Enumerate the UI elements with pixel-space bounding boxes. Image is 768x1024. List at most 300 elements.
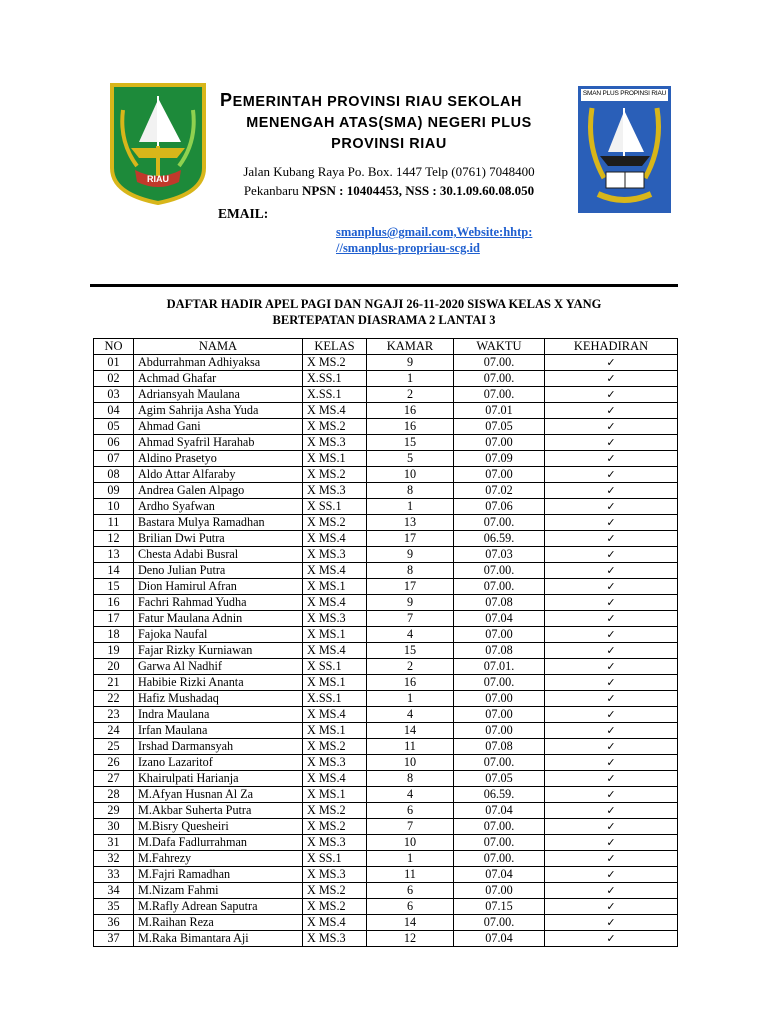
institution-title	[214, 90, 564, 155]
row-number: 07	[94, 450, 134, 466]
row-student-name: Hafiz Mushadaq	[134, 690, 303, 706]
table-row	[94, 418, 678, 434]
row-class: X MS.2	[303, 898, 367, 914]
row-number: 10	[94, 498, 134, 514]
row-class: X MS.1	[303, 786, 367, 802]
row-class: X.SS.1	[303, 690, 367, 706]
row-room: 1	[367, 850, 454, 866]
row-attendance	[545, 466, 678, 482]
row-number: 11	[94, 514, 134, 530]
row-student-name: M.Dafa Fadlurrahman	[134, 834, 303, 850]
check-mark-icon: ✓	[606, 435, 616, 449]
row-student-name: Agim Sahrija Asha Yuda	[134, 402, 303, 418]
school-emblem-caption: SMAN PLUS PROPINSI RIAU	[582, 90, 667, 97]
table-row	[94, 690, 678, 706]
row-room: 14	[367, 722, 454, 738]
row-number: 19	[94, 642, 134, 658]
row-time: 07.00.	[454, 562, 545, 578]
table-row	[94, 402, 678, 418]
row-time: 07.00.	[454, 386, 545, 402]
check-mark-icon: ✓	[606, 915, 616, 929]
header-kelas: KELAS	[303, 339, 367, 355]
row-attendance	[545, 802, 678, 818]
row-attendance	[545, 850, 678, 866]
row-number: 34	[94, 882, 134, 898]
row-time: 07.00.	[454, 674, 545, 690]
row-time: 07.00	[454, 690, 545, 706]
check-mark-icon: ✓	[606, 931, 616, 945]
row-student-name: Achmad Ghafar	[134, 370, 303, 386]
row-student-name: M.Akbar Suherta Putra	[134, 802, 303, 818]
row-attendance	[545, 610, 678, 626]
row-class: X MS.1	[303, 578, 367, 594]
check-mark-icon: ✓	[606, 419, 616, 433]
row-class: X MS.4	[303, 914, 367, 930]
check-mark-icon: ✓	[606, 547, 616, 561]
row-class: X.SS.1	[303, 386, 367, 402]
check-mark-icon: ✓	[606, 851, 616, 865]
row-time: 07.00	[454, 466, 545, 482]
document-title-line-2: BERTEPATAN DIASRAMA 2 LANTAI 3	[272, 313, 496, 327]
row-number: 30	[94, 818, 134, 834]
row-attendance	[545, 754, 678, 770]
row-room: 9	[367, 354, 454, 370]
row-time: 07.04	[454, 802, 545, 818]
row-number: 04	[94, 402, 134, 418]
table-row	[94, 818, 678, 834]
row-attendance	[545, 914, 678, 930]
check-mark-icon: ✓	[606, 579, 616, 593]
table-row	[94, 722, 678, 738]
check-mark-icon: ✓	[606, 819, 616, 833]
row-room: 8	[367, 482, 454, 498]
row-time: 07.15	[454, 898, 545, 914]
row-class: X MS.3	[303, 546, 367, 562]
row-time: 07.02	[454, 482, 545, 498]
table-row	[94, 498, 678, 514]
header-kehadiran: KEHADIRAN	[545, 339, 678, 355]
table-row	[94, 802, 678, 818]
row-room: 10	[367, 466, 454, 482]
check-mark-icon: ✓	[606, 403, 616, 417]
row-class: X MS.3	[303, 930, 367, 946]
row-attendance	[545, 642, 678, 658]
header-divider	[90, 284, 678, 287]
row-number: 33	[94, 866, 134, 882]
row-room: 14	[367, 914, 454, 930]
header-no: NO	[94, 339, 134, 355]
row-room: 5	[367, 450, 454, 466]
row-student-name: Chesta Adabi Busral	[134, 546, 303, 562]
row-room: 12	[367, 930, 454, 946]
row-time: 07.09	[454, 450, 545, 466]
row-number: 12	[94, 530, 134, 546]
row-student-name: M.Raka Bimantara Aji	[134, 930, 303, 946]
row-student-name: Aldo Attar Alfaraby	[134, 466, 303, 482]
row-student-name: Deno Julian Putra	[134, 562, 303, 578]
attendance-table	[93, 338, 678, 947]
row-class: X MS.1	[303, 674, 367, 690]
table-row	[94, 482, 678, 498]
row-room: 11	[367, 738, 454, 754]
check-mark-icon: ✓	[606, 387, 616, 401]
row-time: 07.05	[454, 418, 545, 434]
row-attendance	[545, 706, 678, 722]
row-attendance	[545, 690, 678, 706]
row-number: 36	[94, 914, 134, 930]
row-student-name: Dion Hamirul Afran	[134, 578, 303, 594]
check-mark-icon: ✓	[606, 739, 616, 753]
row-student-name: Brilian Dwi Putra	[134, 530, 303, 546]
row-student-name: Habibie Rizki Ananta	[134, 674, 303, 690]
row-student-name: Aldino Prasetyo	[134, 450, 303, 466]
row-student-name: Ahmad Gani	[134, 418, 303, 434]
row-class: X SS.1	[303, 658, 367, 674]
row-attendance	[545, 786, 678, 802]
row-room: 6	[367, 882, 454, 898]
row-time: 07.00.	[454, 818, 545, 834]
row-number: 29	[94, 802, 134, 818]
row-number: 35	[94, 898, 134, 914]
row-time: 07.00	[454, 722, 545, 738]
check-mark-icon: ✓	[606, 707, 616, 721]
row-attendance	[545, 450, 678, 466]
row-class: X MS.3	[303, 482, 367, 498]
npsn-value: 10404453	[346, 183, 399, 198]
table-row	[94, 434, 678, 450]
row-time: 07.05	[454, 770, 545, 786]
row-attendance	[545, 658, 678, 674]
check-mark-icon: ✓	[606, 499, 616, 513]
row-number: 16	[94, 594, 134, 610]
row-room: 10	[367, 834, 454, 850]
row-time: 07.04	[454, 866, 545, 882]
row-student-name: Andrea Galen Alpago	[134, 482, 303, 498]
row-room: 6	[367, 898, 454, 914]
table-row	[94, 706, 678, 722]
header-nama: NAMA	[134, 339, 303, 355]
row-attendance	[545, 722, 678, 738]
table-row	[94, 642, 678, 658]
row-class: X MS.4	[303, 562, 367, 578]
check-mark-icon: ✓	[606, 771, 616, 785]
check-mark-icon: ✓	[606, 531, 616, 545]
row-attendance	[545, 738, 678, 754]
row-class: X MS.4	[303, 402, 367, 418]
row-number: 22	[94, 690, 134, 706]
row-student-name: M.Bisry Quesheiri	[134, 818, 303, 834]
row-student-name: Fachri Rahmad Yudha	[134, 594, 303, 610]
table-row	[94, 770, 678, 786]
row-number: 14	[94, 562, 134, 578]
row-class: X MS.4	[303, 594, 367, 610]
title-line-1-rest: EMERINTAH PROVINSI RIAU SEKOLAH	[232, 94, 522, 110]
row-attendance	[545, 834, 678, 850]
table-row	[94, 658, 678, 674]
row-room: 4	[367, 786, 454, 802]
table-row	[94, 754, 678, 770]
row-attendance	[545, 866, 678, 882]
row-number: 02	[94, 370, 134, 386]
check-mark-icon: ✓	[606, 563, 616, 577]
check-mark-icon: ✓	[606, 451, 616, 465]
school-emblem	[578, 86, 671, 213]
table-row	[94, 834, 678, 850]
check-mark-icon: ✓	[606, 867, 616, 881]
row-time: 07.01.	[454, 658, 545, 674]
check-mark-icon: ✓	[606, 723, 616, 737]
row-time: 07.00.	[454, 354, 545, 370]
check-mark-icon: ✓	[606, 611, 616, 625]
table-header-row	[94, 339, 678, 355]
row-time: 07.00.	[454, 578, 545, 594]
check-mark-icon: ✓	[606, 755, 616, 769]
row-class: X MS.1	[303, 722, 367, 738]
row-time: 07.00	[454, 626, 545, 642]
row-class: X.SS.1	[303, 370, 367, 386]
table-row	[94, 738, 678, 754]
row-time: 07.08	[454, 642, 545, 658]
row-class: X MS.3	[303, 866, 367, 882]
row-student-name: Ardho Syafwan	[134, 498, 303, 514]
check-mark-icon: ✓	[606, 659, 616, 673]
row-attendance	[545, 434, 678, 450]
row-room: 13	[367, 514, 454, 530]
check-mark-icon: ✓	[606, 467, 616, 481]
row-room: 15	[367, 434, 454, 450]
header-waktu: WAKTU	[454, 339, 545, 355]
row-attendance	[545, 546, 678, 562]
row-student-name: Abdurrahman Adhiyaksa	[134, 354, 303, 370]
row-class: X MS.2	[303, 818, 367, 834]
row-room: 16	[367, 674, 454, 690]
row-number: 23	[94, 706, 134, 722]
row-number: 01	[94, 354, 134, 370]
title-line-3: PROVINSI RIAU	[331, 136, 447, 152]
row-room: 1	[367, 370, 454, 386]
row-room: 1	[367, 690, 454, 706]
row-room: 17	[367, 530, 454, 546]
row-number: 06	[94, 434, 134, 450]
row-number: 37	[94, 930, 134, 946]
row-student-name: Ahmad Syafril Harahab	[134, 434, 303, 450]
table-row	[94, 386, 678, 402]
table-row	[94, 850, 678, 866]
row-class: X MS.2	[303, 738, 367, 754]
emblem-riau-text: RIAU	[147, 174, 169, 184]
row-room: 2	[367, 658, 454, 674]
row-class: X MS.4	[303, 530, 367, 546]
address-line-2	[214, 181, 564, 200]
table-row	[94, 594, 678, 610]
address-city: Pekanbaru	[243, 183, 302, 198]
row-student-name: Garwa Al Nadhif	[134, 658, 303, 674]
check-mark-icon: ✓	[606, 835, 616, 849]
row-time: 07.00	[454, 882, 545, 898]
row-time: 07.00.	[454, 754, 545, 770]
row-number: 09	[94, 482, 134, 498]
row-class: X MS.4	[303, 642, 367, 658]
row-student-name: M.Nizam Fahmi	[134, 882, 303, 898]
row-time: 07.08	[454, 594, 545, 610]
row-time: 07.00.	[454, 514, 545, 530]
row-class: X MS.2	[303, 354, 367, 370]
row-attendance	[545, 594, 678, 610]
row-number: 08	[94, 466, 134, 482]
row-student-name: Irfan Maulana	[134, 722, 303, 738]
row-number: 21	[94, 674, 134, 690]
row-room: 8	[367, 562, 454, 578]
row-number: 25	[94, 738, 134, 754]
row-number: 20	[94, 658, 134, 674]
row-number: 05	[94, 418, 134, 434]
row-time: 07.04	[454, 610, 545, 626]
row-class: X MS.4	[303, 770, 367, 786]
row-number: 31	[94, 834, 134, 850]
table-row	[94, 866, 678, 882]
table-row	[94, 914, 678, 930]
row-number: 13	[94, 546, 134, 562]
email-link-line-1[interactable]: smanplus@gmail.com,Website:hhtp:	[336, 225, 533, 239]
table-row	[94, 674, 678, 690]
row-room: 4	[367, 706, 454, 722]
table-row	[94, 466, 678, 482]
email-website-link[interactable]	[336, 224, 596, 256]
row-number: 28	[94, 786, 134, 802]
check-mark-icon: ✓	[606, 691, 616, 705]
row-student-name: Adriansyah Maulana	[134, 386, 303, 402]
row-attendance	[545, 498, 678, 514]
row-time: 07.00	[454, 434, 545, 450]
row-attendance	[545, 354, 678, 370]
row-attendance	[545, 562, 678, 578]
row-room: 7	[367, 610, 454, 626]
email-link-line-2[interactable]: //smanplus-propriau-scg.id	[336, 241, 480, 255]
check-mark-icon: ✓	[606, 483, 616, 497]
check-mark-icon: ✓	[606, 595, 616, 609]
row-student-name: M.Raihan Reza	[134, 914, 303, 930]
row-student-name: Fatur Maulana Adnin	[134, 610, 303, 626]
check-mark-icon: ✓	[606, 627, 616, 641]
row-number: 32	[94, 850, 134, 866]
row-class: X MS.2	[303, 514, 367, 530]
address-line-1: Jalan Kubang Raya Po. Box. 1447 Telp (0761) 7048400	[243, 164, 535, 179]
row-number: 27	[94, 770, 134, 786]
row-student-name: Fajar Rizky Kurniawan	[134, 642, 303, 658]
row-attendance	[545, 386, 678, 402]
row-time: 07.06	[454, 498, 545, 514]
row-number: 17	[94, 610, 134, 626]
row-class: X MS.1	[303, 626, 367, 642]
row-room: 15	[367, 642, 454, 658]
school-address	[214, 162, 564, 200]
row-time: 07.00.	[454, 850, 545, 866]
nss-label: , NSS :	[398, 183, 440, 198]
row-number: 15	[94, 578, 134, 594]
attendance-rows	[94, 354, 678, 946]
table-row	[94, 562, 678, 578]
document-title	[110, 296, 658, 328]
table-row	[94, 546, 678, 562]
row-class: X MS.2	[303, 882, 367, 898]
row-attendance	[545, 370, 678, 386]
table-row	[94, 898, 678, 914]
row-time: 07.00.	[454, 834, 545, 850]
table-row	[94, 626, 678, 642]
row-attendance	[545, 882, 678, 898]
row-room: 1	[367, 498, 454, 514]
title-line-2: MENENGAH ATAS(SMA) NEGERI PLUS	[246, 115, 532, 131]
row-class: X MS.3	[303, 834, 367, 850]
row-student-name: M.Fahrezy	[134, 850, 303, 866]
riau-province-emblem	[109, 82, 207, 206]
check-mark-icon: ✓	[606, 371, 616, 385]
table-row	[94, 354, 678, 370]
row-attendance	[545, 418, 678, 434]
row-time: 07.00.	[454, 914, 545, 930]
row-attendance	[545, 514, 678, 530]
row-time: 07.04	[454, 930, 545, 946]
row-class: X MS.3	[303, 610, 367, 626]
row-room: 2	[367, 386, 454, 402]
row-student-name: Indra Maulana	[134, 706, 303, 722]
check-mark-icon: ✓	[606, 787, 616, 801]
header-kamar: KAMAR	[367, 339, 454, 355]
row-time: 07.01	[454, 402, 545, 418]
check-mark-icon: ✓	[606, 643, 616, 657]
table-row	[94, 450, 678, 466]
row-student-name: Fajoka Naufal	[134, 626, 303, 642]
row-class: X MS.2	[303, 418, 367, 434]
row-time: 07.00.	[454, 370, 545, 386]
table-row	[94, 882, 678, 898]
row-attendance	[545, 930, 678, 946]
document-title-line-1: DAFTAR HADIR APEL PAGI DAN NGAJI 26-11-2020 SISWA KELAS X YANG	[166, 297, 602, 311]
row-number: 26	[94, 754, 134, 770]
table-row	[94, 786, 678, 802]
row-number: 24	[94, 722, 134, 738]
row-attendance	[545, 818, 678, 834]
row-room: 7	[367, 818, 454, 834]
row-room: 4	[367, 626, 454, 642]
row-room: 9	[367, 594, 454, 610]
row-student-name: M.Afyan Husnan Al Za	[134, 786, 303, 802]
row-class: X MS.2	[303, 802, 367, 818]
row-class: X SS.1	[303, 498, 367, 514]
row-attendance	[545, 770, 678, 786]
table-row	[94, 530, 678, 546]
row-attendance	[545, 898, 678, 914]
row-class: X SS.1	[303, 850, 367, 866]
check-mark-icon: ✓	[606, 899, 616, 913]
title-initial: P	[220, 90, 233, 110]
table-row	[94, 514, 678, 530]
row-class: X MS.4	[303, 706, 367, 722]
row-class: X MS.3	[303, 434, 367, 450]
check-mark-icon: ✓	[606, 355, 616, 369]
row-student-name: M.Rafly Adrean Saputra	[134, 898, 303, 914]
row-number: 18	[94, 626, 134, 642]
row-attendance	[545, 626, 678, 642]
row-number: 03	[94, 386, 134, 402]
school-emblem-graphic	[578, 86, 671, 213]
row-student-name: Khairulpati Harianja	[134, 770, 303, 786]
table-row	[94, 610, 678, 626]
row-room: 17	[367, 578, 454, 594]
row-attendance	[545, 482, 678, 498]
row-room: 11	[367, 866, 454, 882]
row-class: X MS.2	[303, 466, 367, 482]
